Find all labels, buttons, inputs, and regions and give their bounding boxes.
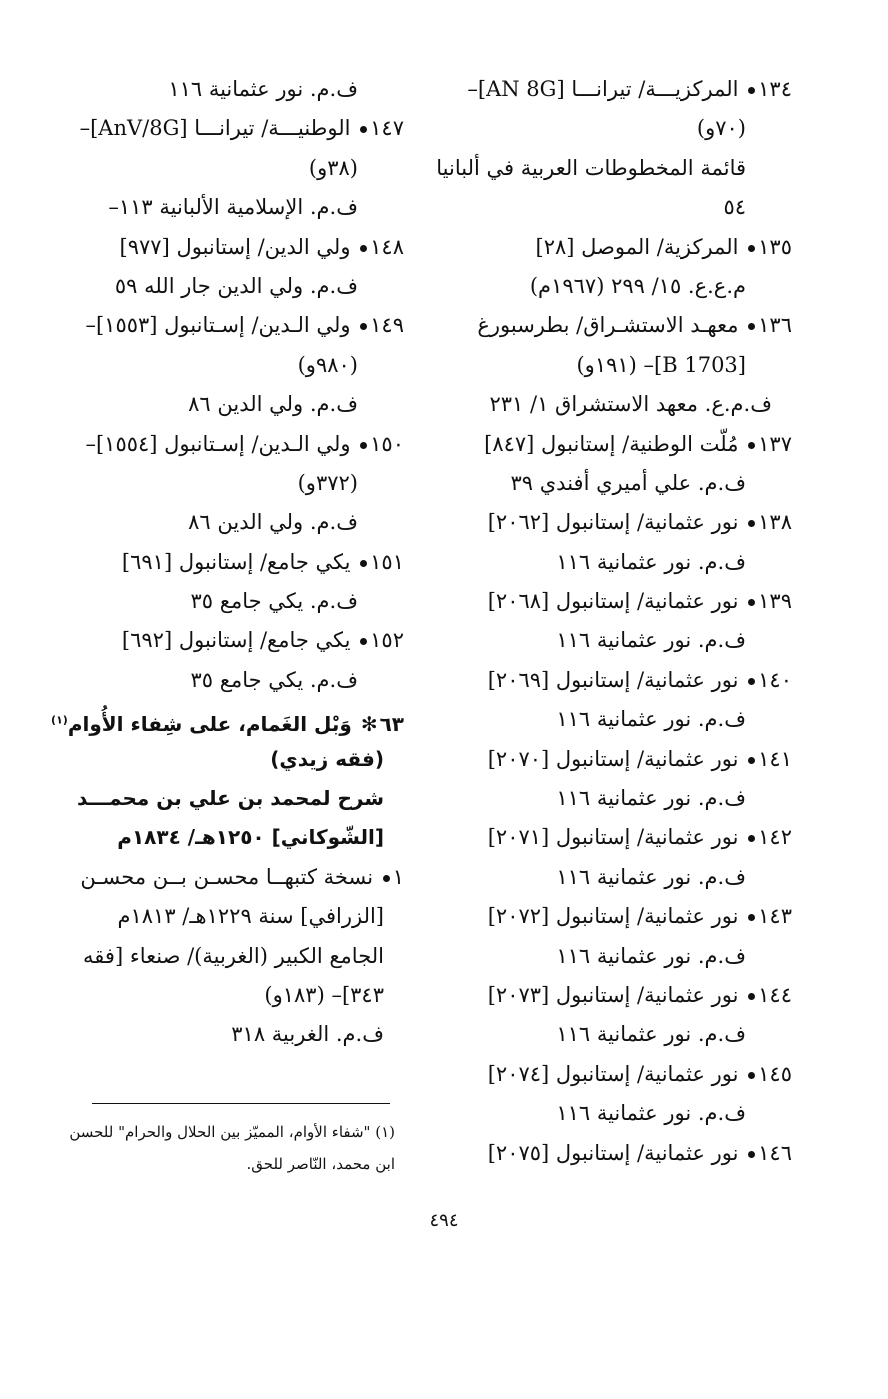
line-text: ف.م. علي أميري أفندي ٣٩ (510, 470, 746, 495)
text-line (442, 464, 792, 503)
bullet-icon (748, 323, 755, 330)
bullet-icon (748, 599, 755, 606)
bullet-icon (360, 245, 367, 252)
text-line (442, 425, 792, 464)
text-line (74, 228, 404, 267)
footnote-divider (92, 1103, 390, 1104)
line-text: ف.م. نور عثمانية ١١٦ (556, 1022, 746, 1047)
line-text: م.ع.ع. ١٥/ ٢٩٩ (١٩٦٧م) (529, 273, 746, 298)
bullet-icon (748, 993, 755, 1000)
text-line (74, 425, 404, 464)
line-text: ٦٣✻ وَبْل الغَمام، على شِفاء الأُوام$^{(١)}$ (51, 711, 404, 736)
line-text: ١٥٢ يكي جامع/ إستانبول [٦٩٢] (121, 628, 404, 653)
text-line (442, 188, 792, 227)
line-text: ١٤٩ ولي الـدين/ إسـتانبول [١٥٥٣]– (85, 313, 404, 338)
bullet-icon (748, 678, 755, 685)
line-text: شرح لمحمد بن علي بن محمـــد (77, 786, 384, 811)
text-line (74, 503, 404, 542)
line-text: ف.م. يكي جامع ٣٥ (190, 667, 358, 692)
footnote-ref: (١) (51, 713, 68, 727)
line-text: ١٤٨ ولي الدين/ إستانبول [٩٧٧] (119, 234, 404, 259)
line-text: [B 1703]– (١٩١و) (576, 352, 746, 377)
line-text: (٧٠و) (696, 116, 746, 141)
line-text: [الزرافي] سنة ١٢٢٩هـ/ ١٨١٣م (117, 904, 384, 929)
line-text: ف.م. نور عثمانية ١١٦ (556, 707, 746, 732)
text-line (442, 779, 792, 818)
text-line (74, 818, 404, 857)
footnote-line: ابن محمد، النّاصر للحق. (246, 1155, 395, 1173)
line-text: ١٥١ يكي جامع/ إستانبول [٦٩١] (121, 549, 404, 574)
text-line (74, 267, 404, 306)
line-text: ١٤٣ نور عثمانية/ إستانبول [٢٠٧٢] (487, 904, 792, 929)
text-line (442, 385, 792, 424)
text-line (442, 661, 792, 700)
text-line (442, 228, 792, 267)
line-text: ١٣٤ المركزيـــة/ تيرانـــا [AN 8G]– (467, 77, 792, 101)
line-text: ١٤٦ نور عثمانية/ إستانبول [٢٠٧٥] (487, 1140, 792, 1165)
text-line (74, 976, 404, 1015)
bullet-icon (748, 1072, 755, 1079)
bullet-icon (748, 520, 755, 527)
text-line (442, 976, 792, 1015)
line-text: ف.م.ع. معهد الاستشراق ١/ ٢٣١ (489, 392, 772, 417)
text-line (74, 1015, 404, 1054)
line-text: ف.م. ولي الدين ٨٦ (188, 510, 358, 535)
right-column (436, 70, 792, 1173)
line-text: ١٣٥ المركزية/ الموصل [٢٨] (535, 234, 792, 259)
line-text: ف.م. نور عثمانية ١١٦ (556, 1101, 746, 1126)
text-line (442, 267, 792, 306)
page-number: ٤٩٤ (429, 1210, 459, 1231)
line-text: ف.م. ولي الدين جار الله ٥٩ (114, 273, 358, 298)
line-text: ف.م. نور عثمانية ١١٦ (556, 943, 746, 968)
line-text: ٥٤ (723, 195, 746, 220)
text-line (74, 937, 404, 976)
text-line (74, 897, 404, 936)
line-text: (٩٨٠و) (297, 352, 358, 377)
line-text: ف.م. نور عثمانية ١١٦ (556, 864, 746, 889)
bullet-icon (360, 442, 367, 449)
text-line (442, 700, 792, 739)
line-text: ف.م. نور عثمانية ١١٦ (168, 77, 358, 101)
text-line (74, 464, 404, 503)
text-line (436, 149, 792, 188)
text-line (74, 661, 404, 700)
line-text: ١٤٧ الوطنيـــة/ تيرانـــا [AnV/8G]– (79, 116, 404, 141)
text-line (442, 306, 792, 345)
bullet-icon (748, 757, 755, 764)
text-line (74, 621, 404, 660)
line-text: ف.م. نور عثمانية ١١٦ (556, 549, 746, 574)
line-text: (٣٨و) (308, 155, 358, 180)
text-line (442, 621, 792, 660)
text-line (74, 109, 404, 148)
line-text: ١٤٥ نور عثمانية/ إستانبول [٢٠٧٤] (487, 1061, 792, 1086)
text-line (74, 346, 404, 385)
line-text: ف.م. الإسلامية الألبانية ١١٣– (108, 195, 358, 220)
line-text: ١٣٩ نور عثمانية/ إستانبول [٢٠٦٨] (487, 589, 792, 614)
line-text: ١٣٧ مُلّت الوطنية/ إستانبول [٨٤٧] (484, 431, 792, 456)
text-line (74, 306, 404, 345)
bullet-icon (748, 245, 755, 252)
line-text: ١٤٠ نور عثمانية/ إستانبول [٢٠٦٩] (487, 667, 792, 692)
text-line (74, 779, 404, 818)
line-text: ١٤١ نور عثمانية/ إستانبول [٢٠٧٠] (487, 746, 792, 771)
text-line (74, 740, 404, 779)
line-text: ف.م. ولي الدين ٨٦ (188, 392, 358, 417)
line-text: الجامع الكبير (الغربية)/ صنعاء [فقه (83, 943, 384, 968)
bullet-icon (748, 1151, 755, 1158)
line-text: (فقه زيدي) (270, 746, 384, 771)
text-line (74, 70, 404, 109)
text-line (74, 858, 404, 897)
asterisk-icon: ✻ (360, 711, 378, 736)
line-text: ١٣٦ معهـد الاستشـراق/ بطرسبورغ (477, 313, 792, 338)
bullet-icon (360, 638, 367, 645)
bullet-icon (383, 875, 390, 882)
footnote-line: (١) "شفاء الأوام، المميّز بين الحلال والحرام" للحسن (69, 1123, 395, 1141)
bullet-icon (748, 914, 755, 921)
bullet-icon (360, 126, 367, 133)
line-text: ١٣٨ نور عثمانية/ إستانبول [٢٠٦٢] (487, 510, 792, 535)
line-text: قائمة المخطوطات العربية في ألبانيا (436, 155, 746, 180)
line-text: ف.م. نور عثمانية ١١٦ (556, 628, 746, 653)
text-line (442, 818, 792, 857)
bullet-icon (748, 442, 755, 449)
text-line (442, 1094, 792, 1133)
line-text: ٣٤٣]– (١٨٣و) (264, 982, 384, 1007)
text-line (74, 543, 404, 582)
line-text: [الشّوكاني] ١٢٥٠هـ/ ١٨٣٤م (117, 825, 384, 850)
line-text: ١٥٠ ولي الـدين/ إسـتانبول [١٥٥٤]– (85, 431, 404, 456)
text-line (442, 1015, 792, 1054)
text-line (442, 740, 792, 779)
line-text: (٣٧٢و) (297, 470, 358, 495)
text-line (442, 897, 792, 936)
text-line (442, 543, 792, 582)
line-text: ف.م. الغربية ٣١٨ (231, 1022, 384, 1047)
text-line (442, 937, 792, 976)
text-line (74, 149, 404, 188)
line-text: ف.م. يكي جامع ٣٥ (190, 589, 358, 614)
text-line (74, 582, 404, 621)
text-line (51, 700, 404, 739)
text-line (442, 346, 792, 385)
bullet-icon (360, 560, 367, 567)
bullet-icon (360, 323, 367, 330)
bullet-icon (748, 835, 755, 842)
line-text: ١ نسخة كتبهــا محسـن بــن محسـن (80, 864, 404, 889)
left-column (51, 70, 404, 1055)
text-line (442, 1134, 792, 1173)
text-line (74, 385, 404, 424)
line-text: ف.م. نور عثمانية ١١٦ (556, 786, 746, 811)
line-text: ١٤٢ نور عثمانية/ إستانبول [٢٠٧١] (487, 825, 792, 850)
text-line (442, 109, 792, 148)
text-line (442, 1055, 792, 1094)
line-text: ١٤٤ نور عثمانية/ إستانبول [٢٠٧٣] (487, 982, 792, 1007)
footnote (60, 1116, 395, 1180)
text-line (442, 503, 792, 542)
bullet-icon (748, 87, 755, 94)
text-line (442, 582, 792, 621)
text-line (74, 188, 404, 227)
text-line (442, 858, 792, 897)
text-line (442, 70, 792, 109)
